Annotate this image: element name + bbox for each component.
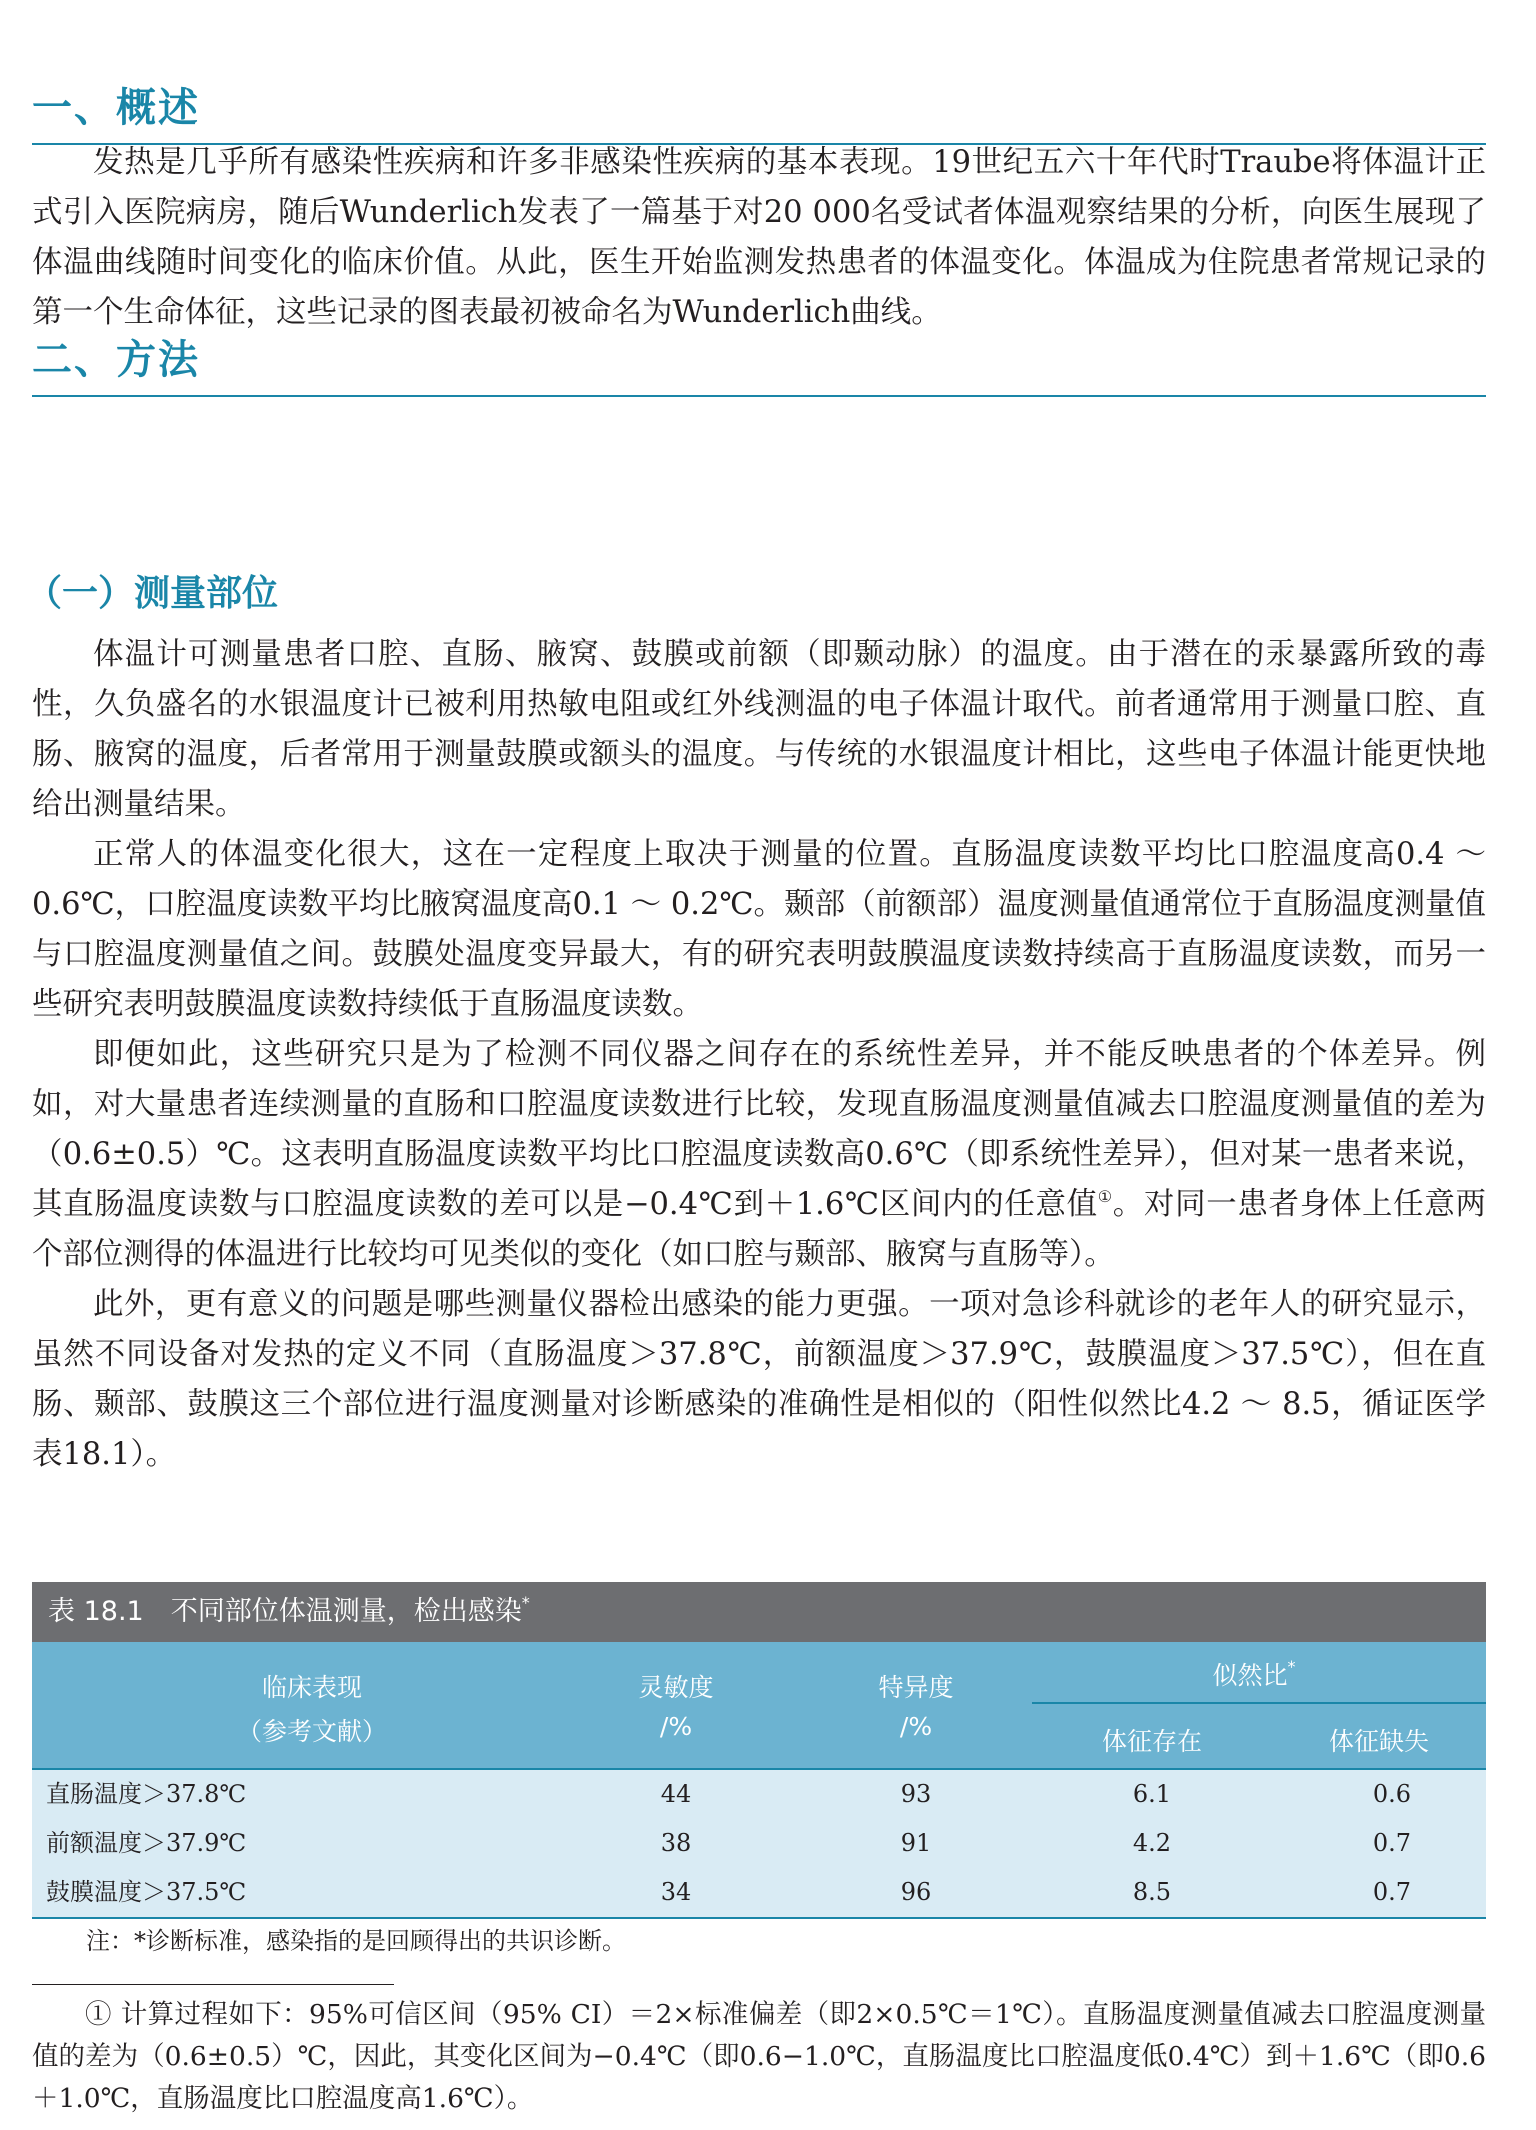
cell-lr-present: 4.2: [1132, 1829, 1172, 1857]
table-title-mark: *: [521, 1593, 530, 1612]
header-sign-present: 体征存在: [1101, 1727, 1202, 1756]
header-specificity: 特异度: [878, 1673, 954, 1702]
table-row: [32, 1770, 1486, 1819]
cell-lr-present: 8.5: [1132, 1878, 1172, 1906]
table-title: [32, 1582, 1486, 1642]
cell-specificity: 93: [900, 1780, 932, 1808]
subsection-heading-site: （一）测量部位: [26, 573, 279, 614]
methods-paragraph: 正常人的体温变化很大，这在一定程度上取决于测量的位置。直肠温度读数平均比口腔温度高0.4 ～ 0.6℃，口腔温度读数平均比腋窝温度高0.1 ～ 0.2℃。颞部（前额部）温度测量值通常位于直肠温度测量值与口腔温度测量值之间。鼓膜处温度变异最大，有的研究表明鼓膜温度读数持续高于直肠温度读数，而另一些研究表明鼓膜温度读数持续低于直肠温度读数。: [32, 837, 1486, 1022]
cell-lr-absent: 0.7: [1372, 1829, 1412, 1857]
header-specificity-unit: /%: [899, 1712, 933, 1741]
header-likelihood-ratio: [1022, 1656, 1486, 1692]
cell-lr-absent: 0.6: [1372, 1780, 1412, 1808]
cell-lr-absent: 0.7: [1372, 1878, 1412, 1906]
header-lr-text: 似然比: [1212, 1661, 1288, 1690]
header-clinical-ref: （参考文献）: [236, 1717, 387, 1746]
footnote-marker: ①: [1097, 1187, 1113, 1206]
cell-sensitivity: 38: [660, 1829, 692, 1857]
table-header: [32, 1642, 1486, 1768]
header-sensitivity-unit: /%: [659, 1712, 693, 1741]
methods-paragraph: 此外，更有意义的问题是哪些测量仪器检出感染的能力更强。一项对急诊科就诊的老年人的研究显示，虽然不同设备对发热的定义不同（直肠温度＞37.8℃，前额温度＞37.9℃，鼓膜温度＞37.5℃），但在直肠、颞部、鼓膜这三个部位进行温度测量对诊断感染的准确性是相似的（阳性似然比4.2 ～ 8.5，循证医学表18.1）。: [32, 1287, 1486, 1472]
cell-sensitivity: 44: [660, 1780, 692, 1808]
cell-sensitivity: 34: [660, 1878, 692, 1906]
cell-specificity: 91: [900, 1829, 932, 1857]
methods-body: [32, 630, 1486, 1480]
table-body: [32, 1768, 1486, 1919]
section-heading-methods: 二、方法: [32, 328, 1486, 397]
header-lr-mark: *: [1287, 1657, 1296, 1676]
cell-lr-present: 6.1: [1132, 1780, 1172, 1808]
cell-specificity: 96: [900, 1878, 932, 1906]
header-sign-absent: 体征缺失: [1328, 1727, 1429, 1756]
cell-finding: 直肠温度＞37.8℃: [46, 1780, 247, 1808]
cell-finding: 鼓膜温度＞37.5℃: [46, 1878, 247, 1906]
table-title-text: 表 18.1 不同部位体温测量，检出感染: [48, 1596, 522, 1627]
paragraph-text: 即便如此，这些研究只是为了检测不同仪器之间存在的系统性差异，并不能反映患者的个体差异。例如，对大量患者连续测量的直肠和口腔温度读数进行比较，发现直肠温度测量值减去口腔温度测量值的差为（0.6±0.5）℃。这表明直肠温度读数平均比口腔温度读数高0.6℃（即系统性差异），但对某一患者来说，其直肠温度读数与口腔温度读数的差可以是−0.4℃到＋1.6℃区间内的任意值: [32, 1037, 1486, 1222]
table-row: [32, 1819, 1486, 1868]
table-note: 注：*诊断标准，感染指的是回顾得出的共识诊断。: [86, 1927, 626, 1955]
cell-finding: 前额温度＞37.9℃: [46, 1829, 247, 1857]
header-sensitivity: 灵敏度: [638, 1673, 714, 1702]
section-heading-overview: 一、概述: [32, 76, 1486, 145]
overview-paragraph: 发热是几乎所有感染性疾病和许多非感染性疾病的基本表现。19世纪五六十年代时Traube将体温计正式引入医院病房，随后Wunderlich发表了一篇基于对20 000名受试者体温观察结果的分析，向医生展现了体温曲线随时间变化的临床价值。从此，医生开始监测发热患者的体温变化。体温成为住院患者常规记录的第一个生命体征，这些记录的图表最初被命名为Wunderlich曲线。: [32, 145, 1486, 330]
header-clinical: 临床表现: [261, 1673, 362, 1702]
evidence-table: [32, 1582, 1486, 1963]
header-divider: [1032, 1702, 1486, 1704]
footnote-divider: [32, 1984, 394, 1985]
table-row: [32, 1868, 1486, 1917]
footnote: ① 计算过程如下：95%可信区间（95% CI）＝2×标准偏差（即2×0.5℃＝1℃）。直肠温度测量值减去口腔温度测量值的差为（0.6±0.5）℃，因此，其变化区间为−0.4℃（即0.6−1.0℃，直肠温度比口腔温度低0.4℃）到＋1.6℃（即0.6＋1.0℃，直肠温度比口腔温度高1.6℃）。: [32, 1999, 1486, 2114]
methods-paragraph: [32, 1030, 1486, 1280]
methods-paragraph: 体温计可测量患者口腔、直肠、腋窝、鼓膜或前额（即颞动脉）的温度。由于潜在的汞暴露所致的毒性，久负盛名的水银温度计已被利用热敏电阻或红外线测温的电子体温计取代。前者通常用于测量口腔、直肠、腋窝的温度，后者常用于测量鼓膜或额头的温度。与传统的水银温度计相比，这些电子体温计能更快地给出测量结果。: [32, 637, 1486, 822]
paragraph-text: 。对同一患者身体上任意两个部位测得的体温进行比较均可见类似的变化（如口腔与颞部、腋窝与直肠等）。: [32, 1187, 1486, 1272]
